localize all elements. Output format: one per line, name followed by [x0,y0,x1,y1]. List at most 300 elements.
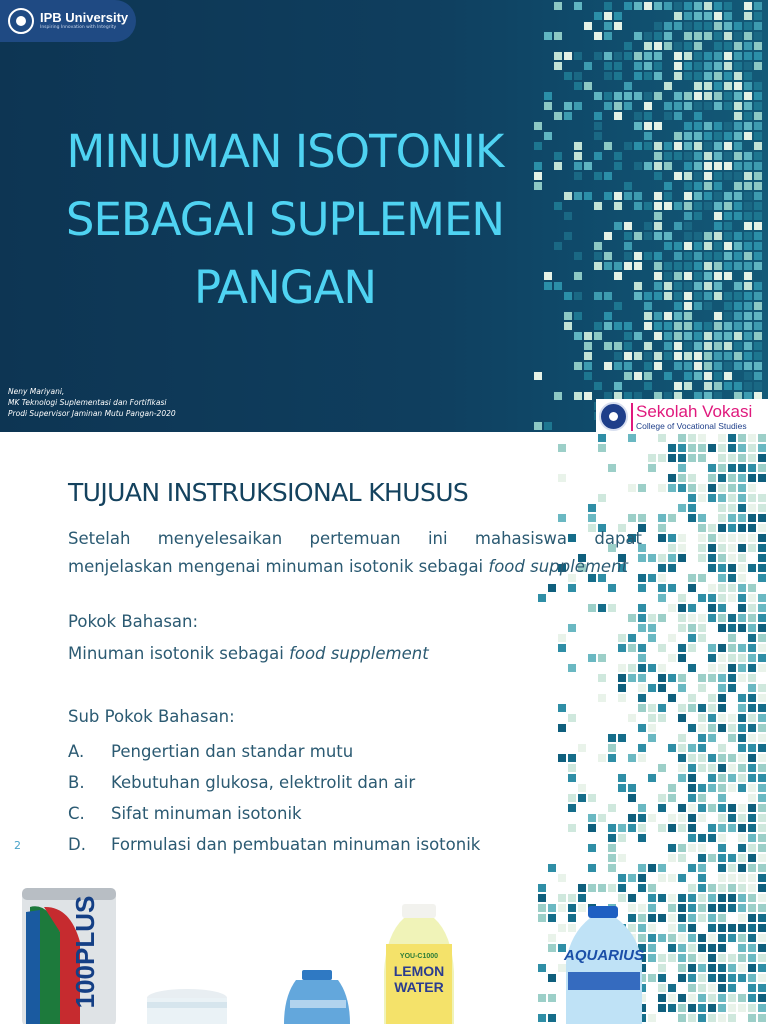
mosaic-tile [718,744,726,752]
mosaic-tile [738,434,746,442]
mosaic-tile [554,32,562,40]
mosaic-tile [758,834,766,842]
mosaic-tile [668,674,676,682]
mosaic-tile [728,824,736,832]
mosaic-tile [678,554,686,562]
mosaic-tile [658,534,666,542]
mosaic-tile [748,684,756,692]
mosaic-tile [744,102,752,110]
mosaic-tile [644,102,652,110]
mosaic-tile [628,484,636,492]
mosaic-tile [744,382,752,390]
mosaic-tile [748,514,756,522]
mosaic-tile [718,884,726,892]
mosaic-tile [634,332,642,340]
sekolah-vokasi-logo [596,399,768,432]
mosaic-tile [654,292,662,300]
mosaic-tile [724,322,732,330]
mosaic-tile [584,192,592,200]
mosaic-tile [604,52,612,60]
mosaic-tile [718,824,726,832]
mosaic-tile [724,242,732,250]
mosaic-tile [718,874,726,882]
mosaic-tile [614,152,622,160]
mosaic-tile [738,904,746,912]
mosaic-tile [718,944,726,952]
mosaic-tile [658,664,666,672]
mosaic-tile [748,954,756,962]
mosaic-tile [664,2,672,10]
mosaic-tile [728,724,736,732]
mosaic-tile [674,152,682,160]
mosaic-tile [698,744,706,752]
mosaic-tile [588,654,596,662]
mosaic-tile [678,804,686,812]
mosaic-tile [698,874,706,882]
mosaic-tile [758,624,766,632]
mosaic-tile [558,644,566,652]
mosaic-tile [684,212,692,220]
mosaic-tile [734,322,742,330]
mosaic-tile [744,52,752,60]
mosaic-tile [574,192,582,200]
mosaic-tile [554,202,562,210]
mosaic-tile [588,864,596,872]
mosaic-tile [674,262,682,270]
mosaic-tile [674,72,682,80]
mosaic-tile [644,222,652,230]
mosaic-tile [678,474,686,482]
mosaic-tile [758,894,766,902]
mosaic-tile [684,102,692,110]
mosaic-tile [654,142,662,150]
mosaic-tile [594,92,602,100]
mosaic-tile [744,182,752,190]
mosaic-tile [748,524,756,532]
mosaic-tile [698,934,706,942]
mosaic-tile [724,22,732,30]
mosaic-tile [554,282,562,290]
mosaic-tile [718,794,726,802]
bottle-brand: YOU-C1000 [399,953,439,960]
mosaic-tile [714,12,722,20]
mosaic-tile [714,372,722,380]
mosaic-tile [668,554,676,562]
mosaic-tile [698,964,706,972]
mosaic-tile [758,704,766,712]
mosaic-tile [624,232,632,240]
mosaic-tile [708,984,716,992]
mosaic-tile [694,362,702,370]
mosaic-tile [744,212,752,220]
mosaic-tile [644,372,652,380]
mosaic-tile [724,152,732,160]
mosaic-tile [734,122,742,130]
mosaic-tile [694,32,702,40]
mosaic-tile [724,232,732,240]
mosaic-tile [744,352,752,360]
mosaic-tile [718,454,726,462]
clear-can-image [147,989,227,1024]
mosaic-tile [668,604,676,612]
mosaic-tile [634,62,642,70]
list-text: Pengertian dan standar mutu [111,742,354,761]
mosaic-tile [728,544,736,552]
mosaic-tile [718,684,726,692]
mosaic-tile [678,504,686,512]
mosaic-tile [664,262,672,270]
mosaic-tile [604,62,612,70]
mosaic-tile [614,262,622,270]
mosaic-tile [668,444,676,452]
mosaic-tile [544,32,552,40]
mosaic-tile [744,242,752,250]
mosaic-tile [698,854,706,862]
mosaic-tile [678,594,686,602]
aquarius-bottle-image [563,906,644,1024]
mosaic-tile [728,904,736,912]
mosaic-tile [698,954,706,962]
mosaic-tile [638,864,646,872]
mosaic-tile [748,724,756,732]
mosaic-tile [748,974,756,982]
mosaic-tile [684,342,692,350]
ipb-seal-icon [599,402,628,431]
mosaic-tile [554,242,562,250]
mosaic-tile [754,2,762,10]
mosaic-tile [684,132,692,140]
mosaic-tile [688,884,696,892]
mosaic-tile [724,302,732,310]
mosaic-tile [738,844,746,852]
mosaic-tile [694,342,702,350]
mosaic-tile [688,824,696,832]
mosaic-tile [704,52,712,60]
mosaic-tile [644,162,652,170]
mosaic-tile [638,624,646,632]
mosaic-tile [748,894,756,902]
mosaic-tile [694,102,702,110]
mosaic-tile [604,322,612,330]
mosaic-tile [678,674,686,682]
mosaic-tile [598,754,606,762]
list-item [68,829,480,860]
mosaic-tile [748,864,756,872]
mosaic-tile [724,52,732,60]
mosaic-tile [728,504,736,512]
mosaic-tile [668,564,676,572]
mosaic-tile [738,624,746,632]
mosaic-tile [604,72,612,80]
mosaic-tile [534,372,542,380]
mosaic-tile [618,664,626,672]
mosaic-tile [688,604,696,612]
mosaic-tile [694,92,702,100]
mosaic-tile [728,784,736,792]
mosaic-tile [698,794,706,802]
mosaic-tile [698,534,706,542]
mosaic-tile [734,142,742,150]
mosaic-tile [754,312,762,320]
mosaic-tile [678,644,686,652]
mosaic-tile [738,954,746,962]
mosaic-tile [744,22,752,30]
mosaic-tile [708,734,716,742]
mosaic-tile [704,362,712,370]
mosaic-tile [738,604,746,612]
mosaic-tile [658,674,666,682]
mosaic-tile [754,132,762,140]
mosaic-tile [698,994,706,1002]
mosaic-tile [714,332,722,340]
ipb-logo-tagline: Inspiring Innovation with Integrity [40,25,117,31]
mosaic-tile [664,142,672,150]
mosaic-tile [714,62,722,70]
mosaic-tile [744,2,752,10]
mosaic-tile [714,192,722,200]
mosaic-tile [744,12,752,20]
mosaic-tile [594,242,602,250]
mosaic-tile [624,182,632,190]
mosaic-tile [758,854,766,862]
mosaic-tile [584,62,592,70]
mosaic-tile [684,182,692,190]
mosaic-tile [688,614,696,622]
mosaic-tile [564,192,572,200]
mosaic-tile [704,232,712,240]
mosaic-tile [748,464,756,472]
mosaic-tile [584,392,592,400]
intro-word: mahasiswa [474,529,568,548]
mosaic-tile [734,32,742,40]
mosaic-tile [748,784,756,792]
mosaic-tile [674,342,682,350]
mosaic-tile [718,674,726,682]
mosaic-tile [644,232,652,240]
mosaic-tile [654,22,662,30]
mosaic-tile [758,444,766,452]
mosaic-tile [694,272,702,280]
mosaic-tile [654,172,662,180]
mosaic-tile [758,814,766,822]
mosaic-tile [614,92,622,100]
mosaic-tile [738,914,746,922]
mosaic-tile [748,944,756,952]
mosaic-tile [684,312,692,320]
mosaic-tile [734,292,742,300]
mosaic-tile [674,92,682,100]
mosaic-tile [678,714,686,722]
mosaic-tile [718,964,726,972]
mosaic-tile [568,754,576,762]
mosaic-tile [694,112,702,120]
mosaic-tile [738,584,746,592]
mosaic-tile [674,112,682,120]
mosaic-tile [674,272,682,280]
mosaic-tile [614,72,622,80]
mosaic-tile [658,864,666,872]
mosaic-tile [758,804,766,812]
mosaic-tile [728,584,736,592]
mosaic-tile [678,454,686,462]
mosaic-tile [654,272,662,280]
mosaic-tile [744,202,752,210]
mosaic-tile [544,272,552,280]
mosaic-tile [758,864,766,872]
mosaic-tile [744,342,752,350]
mosaic-tile [748,734,756,742]
mosaic-tile [758,964,766,972]
mosaic-tile [668,794,676,802]
mosaic-tile [748,824,756,832]
mosaic-tile [678,824,686,832]
mosaic-tile [668,744,676,752]
mosaic-tile [708,584,716,592]
mosaic-tile [684,142,692,150]
mosaic-tile [698,944,706,952]
mosaic-tile [728,864,736,872]
mosaic-tile [554,392,562,400]
mosaic-tile [744,162,752,170]
mosaic-tile [694,52,702,60]
mosaic-tile [708,474,716,482]
mosaic-tile [748,654,756,662]
mosaic-tile [718,544,726,552]
mosaic-tile [658,704,666,712]
mosaic-tile [684,162,692,170]
ipb-logo [0,0,136,42]
mosaic-tile [614,12,622,20]
mosaic-tile [574,172,582,180]
mosaic-tile [624,192,632,200]
mosaic-tile [714,122,722,130]
mosaic-tile [748,494,756,502]
mosaic-tile [684,292,692,300]
mosaic-tile [694,322,702,330]
mosaic-tile [754,322,762,330]
mosaic-tile [714,72,722,80]
mosaic-tile [738,724,746,732]
mosaic-tile [754,282,762,290]
mosaic-tile [718,644,726,652]
mosaic-tile [714,82,722,90]
mosaic-tile [754,142,762,150]
mosaic-tile [734,232,742,240]
mosaic-tile [718,904,726,912]
mosaic-tile [744,172,752,180]
mosaic-tile [758,954,766,962]
mosaic-tile [644,202,652,210]
slide-objectives [0,432,768,1024]
mosaic-tile [748,534,756,542]
mosaic-tile [668,824,676,832]
mosaic-tile [598,694,606,702]
mosaic-tile [748,844,756,852]
mosaic-tile [738,864,746,872]
mosaic-tile [754,372,762,380]
mosaic-tile [664,202,672,210]
mosaic-tile [754,12,762,20]
mosaic-tile [568,804,576,812]
mosaic-tile [754,42,762,50]
mosaic-tile [628,714,636,722]
mosaic-tile [754,92,762,100]
mosaic-tile [644,302,652,310]
mosaic-tile [658,574,666,582]
mosaic-tile [664,42,672,50]
mosaic-tile [738,554,746,562]
mosaic-tile [694,202,702,210]
mosaic-tile [638,804,646,812]
mosaic-tile [568,664,576,672]
mosaic-tile [694,182,702,190]
mosaic-tile [664,242,672,250]
mosaic-tile [718,804,726,812]
mosaic-tile [738,704,746,712]
mosaic-tile [754,262,762,270]
list-letter: C. [68,804,85,823]
mosaic-tile [688,454,696,462]
mosaic-tile [708,614,716,622]
mosaic-tile [694,172,702,180]
mosaic-tile [564,72,572,80]
mosaic-tile [584,162,592,170]
mosaic-tile [674,132,682,140]
mosaic-tile [658,524,666,532]
mosaic-tile [634,372,642,380]
mosaic-tile [754,32,762,40]
mosaic-tile [698,454,706,462]
mosaic-tile [594,122,602,130]
mosaic-tile [738,944,746,952]
mosaic-tile [698,704,706,712]
mosaic-tile [754,182,762,190]
mosaic-tile [734,62,742,70]
mosaic-tile [714,92,722,100]
mosaic-tile [698,494,706,502]
mosaic-tile [734,382,742,390]
mosaic-tile [718,894,726,902]
mosaic-tile [718,514,726,522]
mosaic-tile [668,854,676,862]
mosaic-tile [688,964,696,972]
mosaic-tile [748,814,756,822]
mosaic-tile [628,794,636,802]
mosaic-tile [694,122,702,130]
mosaic-tile [738,464,746,472]
mosaic-tile [718,524,726,532]
mosaic-tile [748,604,756,612]
mosaic-tile [754,112,762,120]
mosaic-tile [708,994,716,1002]
mosaic-tile [724,132,732,140]
mosaic-tile [718,854,726,862]
intro-word: dapat [594,529,642,548]
mosaic-tile [744,122,752,130]
mosaic-tile [718,1014,726,1022]
list-letter: D. [68,835,86,854]
mosaic-tile [708,754,716,762]
mosaic-tile [674,252,682,260]
mosaic-tile [714,342,722,350]
mosaic-tile [564,52,572,60]
mosaic-tile [554,52,562,60]
mosaic-tile [688,844,696,852]
mosaic-tile [714,202,722,210]
mosaic-tile [574,72,582,80]
mosaic-tile [688,704,696,712]
cover-title-line: PANGAN [193,261,377,314]
